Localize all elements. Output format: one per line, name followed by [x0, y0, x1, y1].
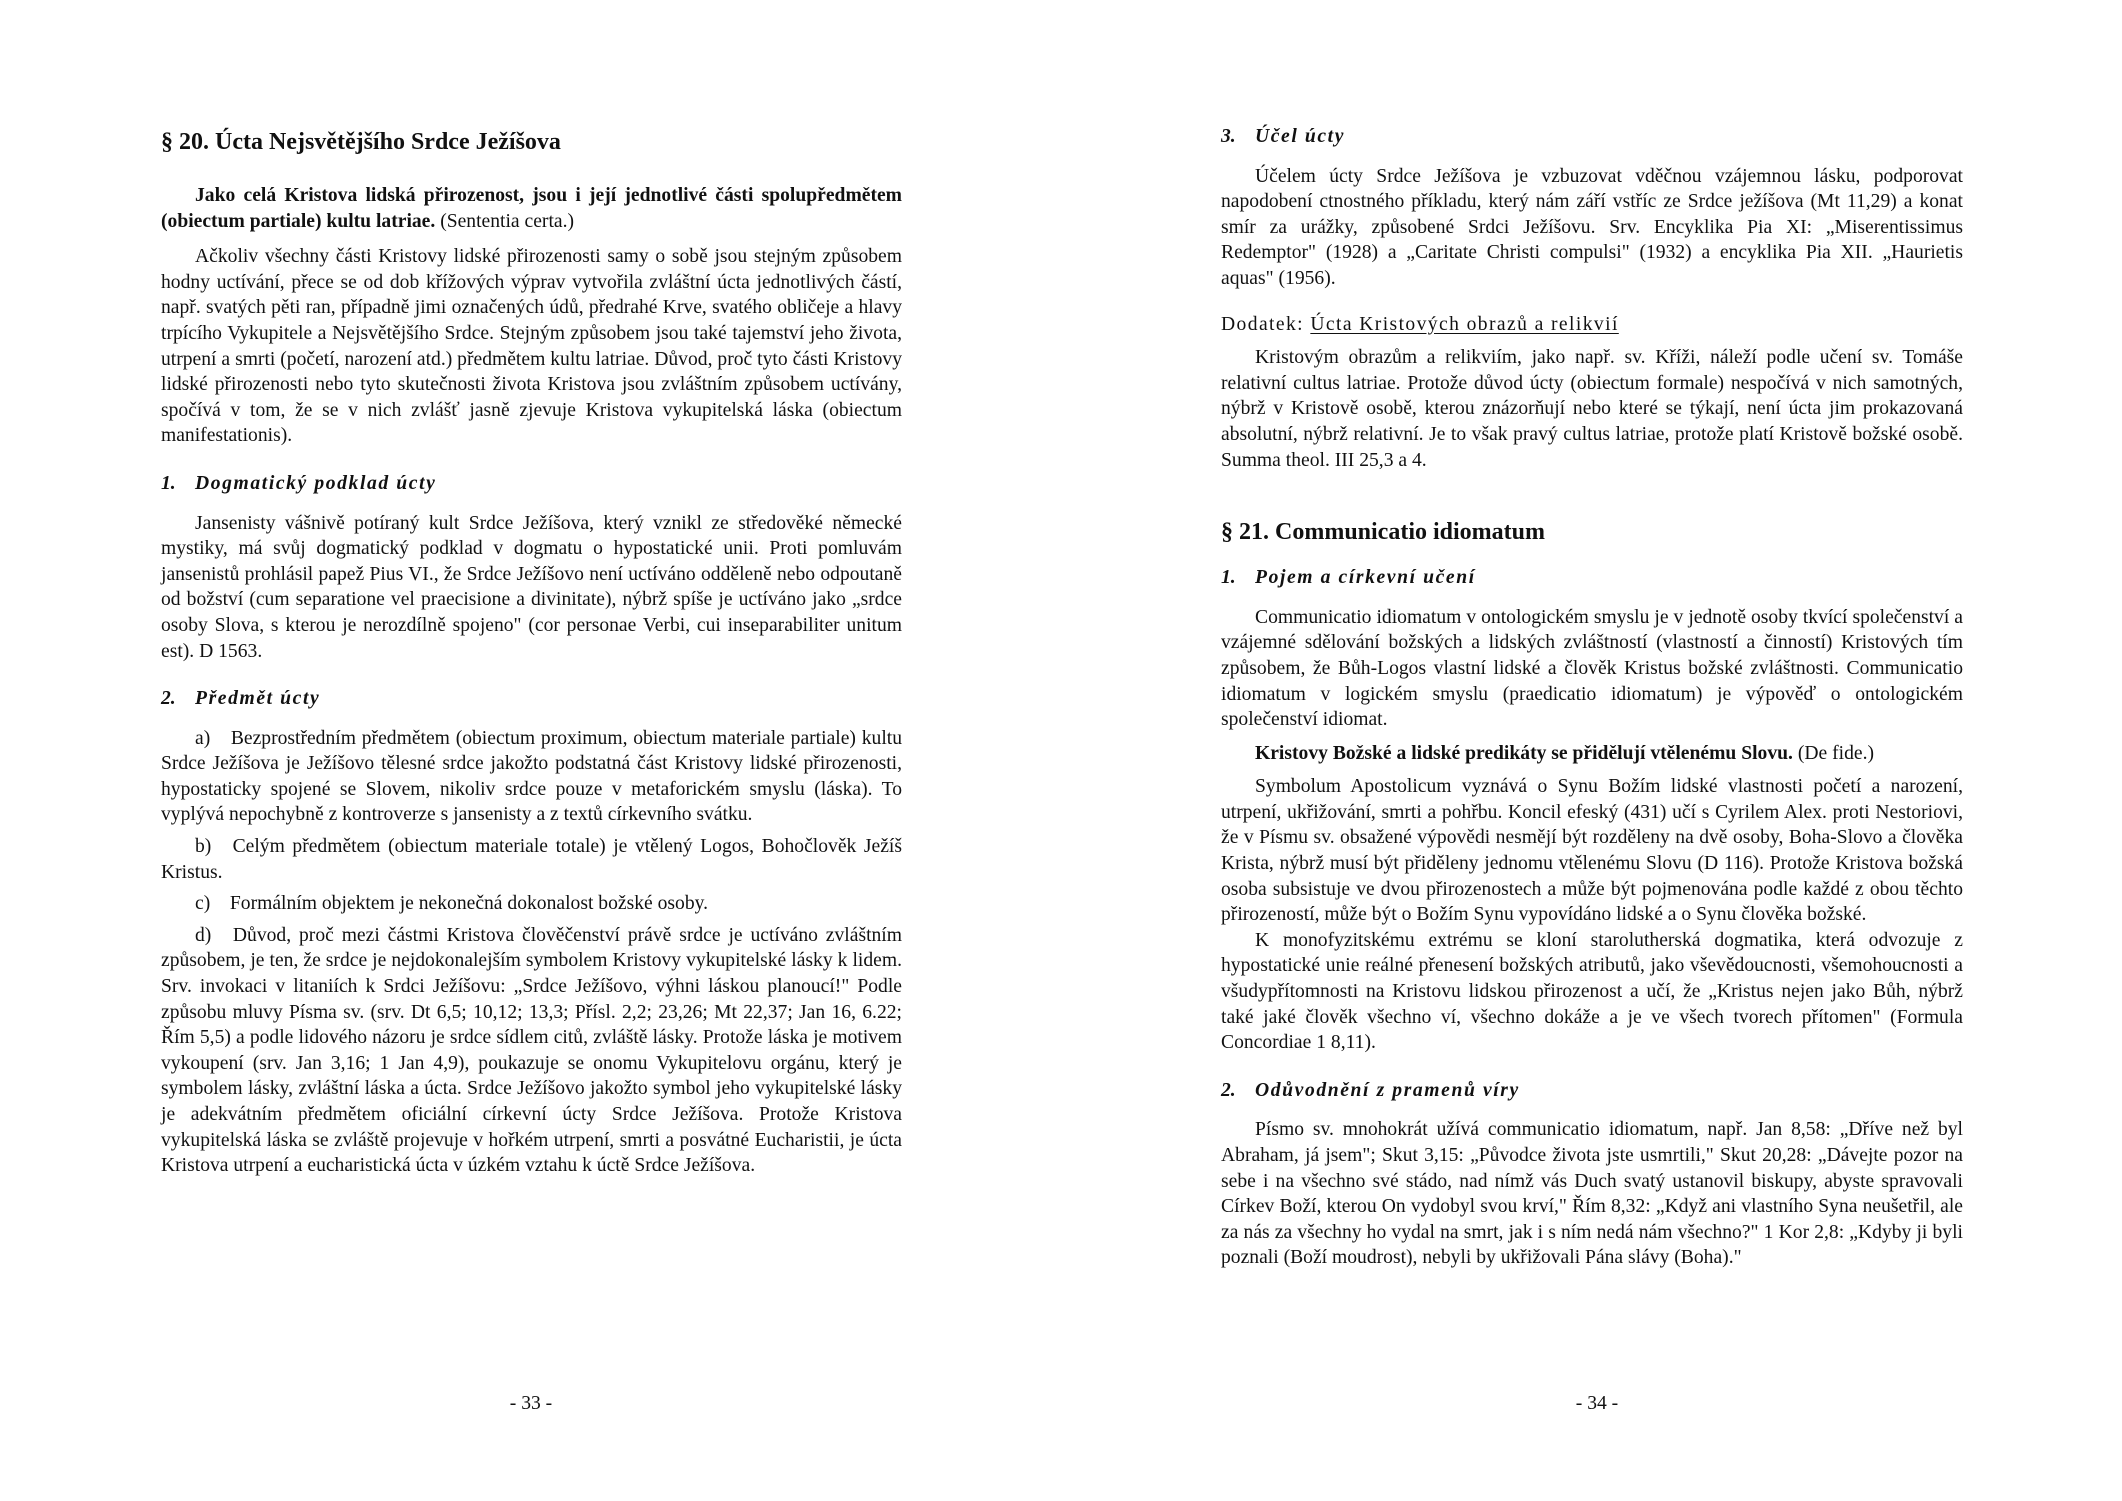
list-item-text: Důvod, proč mezi částmi Kristova člověčenství právě srdce je uctíváno zvláštním způsobem, je ten, že srdce je nejdokonalejším symbolem Kristovy vykupitelské lásky k lidem. Srv. invokaci v litaniích k Srdci Ježíšovu: „Srdce Ježíšovo, výhni láskou planoucí!" Podle způsobu mluvy Písma sv. (srv. Dt 6,5; 10,12; 13,3; Přísl. 2,2; 23,26; Mt 22,37; Jan 16, 6.22; Řím 5,5) a podle lidového názoru je srdce sídlem citů, zvláště lásky. Protože láska je motivem vykoupení (srv. Jan 3,16; 1 Jan 4,9), poukazuje se onomu Vykupitelovu orgánu, který je symbolem lásky, zvláštní láska a úcta. Srdce Ježíšovo jakožto symbol jeho vykupitelské lásky je adekvátním předmětem oficiální církevní úcty Srdce Ježíšova. Protože Kristova vykupitelská láska se zvláště projevuje v hořkém utrpení, smrti a posvátné Eucharistii, je úcta Kristova utrpení a eucharistická úcta v úzkém vztahu k úctě Srdce Ježíšova. [161, 924, 902, 1177]
symbolum-paragraph: Symbolum Apostolicum vyznává o Synu Božím lidské vlastnosti početí a narození, utrpení, ukřižování, smrti a pohřbu. Koncil efeský (431) učí s Cyrilem Alex. proti Nestoriovi, že v Písmu sv. obsažené výpovědi nesmějí být rozděleny na dvě osoby, Boha-Slovo a člověka Krista, nýbrž musí být přiděleny jednomu vtělenému Slovu (D 116). Protože Kristova božská osoba subsistuje ve dvou přirozenostech a může být pojmenována podle každé z obou těchto přirozeností, může být o Božím Synu vypovídáno lidské a o Synu člověka božské. [1221, 776, 1963, 926]
addendum-paragraph: Kristovým obrazům a relikviím, jako např. sv. Kříži, náleží podle učení sv. Tomáše relativní cultus latriae. Protože důvod úcty (obiectum formale) nespočívá v nich samotných, nýbrž v Kristově osobě, kterou znázorňují nebo které se týkají, není úcta jim prokazovaná absolutní, nýbrž relativní. Je to však pravý cultus latriae, protože platí Kristově božské osobě. Summa theol. III 25,3 a 4. [1221, 347, 1963, 471]
right-page-column [1221, 124, 1963, 1271]
list-item-text: Celým předmětem (obiectum materiale totale) je vtělený Logos, Bohočlověk Ježíš Kristus. [161, 836, 902, 883]
sources-paragraph: Písmo sv. mnohokrát užívá communicatio idiomatum, např. Jan 8,58: „Dříve než byl Abraham, já jsem"; Skut 3,15: „Původce života jste usmrtili," Skut 20,28: „Dávejte pozor na sebe i na všechno své stádo, nad nímž vás Duch svatý ustanovil biskupy, abyste spravovali Církev Boží, kterou On vydobyl svou krví," Řím 8,32: „Když ani vlastního Syna neušetřil, ale za nás za všechny ho vydal na smrt, jak i s ním nedá nám všechno?" 1 Kor 2,8: „Kdyby ji byli poznali (Boží moudrost), nebyli by ukřižovali Pána slávy (Boha)." [1221, 1119, 1963, 1269]
page-number-right: - 34 - [1575, 1393, 1619, 1414]
list-item-d [161, 923, 902, 1179]
thesis-bold-text: Kristovy Božské a lidské predikáty se přidělují vtělenému Slovu. [1255, 742, 1793, 764]
list-item-text: Bezprostředním předmětem (obiectum proximum, obiectum materiale partiale) kultu Srdce Ježíšova je Ježíšovo tělesné srdce jakožto podstatná část Kristovy lidské přirozenosti, hypostaticky spojené se Slovem, nikoliv srdce pouze v metaforickém smyslu (láska). To vyplývá nepochybně z kontroverze s jansenisty a z textů církevního svátku. [161, 727, 903, 826]
subsection-number: 3. [1221, 126, 1236, 147]
subsection-number: 1. [161, 472, 176, 494]
subsection-heading-object [161, 686, 902, 712]
subsection-heading-sources [1221, 1078, 1963, 1104]
list-item-text: Formálním objektem je nekonečná dokonalost božské osoby. [229, 893, 709, 915]
list-item-a [161, 726, 902, 828]
subsection-title: Dogmatický podklad úcty [195, 472, 437, 494]
thesis-qualifier: (De fide.) [1797, 742, 1875, 764]
addendum-label: Dodatek: [1221, 313, 1305, 335]
monophysite-paragraph: K monofyzitskému extrému se kloní starolutherská dogmatika, která odvozuje z hypostatické unie reálné přenesení božských atributů, jako vševědoucnosti, všemohoucnosti a všudypřítomnosti na Kristovu lidskou přirozenost a učí, že „Kristus nejen jako Bůh, nýbrž také jaké člověk všechno ví, všechno dokáže a je ve všech tvorech přítomen" (Formula Concordiae 1 8,11). [1221, 929, 1963, 1054]
thesis-statement [161, 183, 902, 234]
subsection-number: 2. [161, 688, 176, 710]
dogmatic-basis-paragraph: Jansenisty vášnivě potíraný kult Srdce Ježíšova, který vznikl ze středověké německé mystiky, má svůj dogmatický podklad v dogmatu o hypostatické unii. Proti pomluvám jansenistů prohlásil papež Pius VI., že Srdce Ježíšovo není uctíváno odděleně nebo odpoutaně od božství (cum separatione vel praecisione a divinitate), nýbrž spíše je uctíváno jako „srdce osoby Slova, s kterou je nerozdílně spojeno" (cor personae Verbi, cui inseparabiliter unitum est). D 1563. [161, 512, 902, 662]
thesis-bold-text: Jako celá Kristova lidská přirozenost, jsou i její jednotlivé části spolupředmětem (obiectum partiale) kultu latriae. [161, 185, 902, 232]
thesis-statement-21 [1221, 741, 1963, 767]
list-item-label: d) [195, 924, 212, 946]
list-item-c [161, 891, 902, 917]
section-title-21: § 21. Communicatio idiomatum [1221, 519, 1545, 546]
list-item-label: a) [195, 727, 211, 749]
subsection-number: 2. [1221, 1079, 1236, 1101]
list-item-label: c) [195, 893, 211, 915]
subsection-heading-dogmatic-basis [161, 471, 902, 497]
subsection-heading-concept [1221, 565, 1963, 591]
left-page-column [161, 127, 902, 1179]
concept-paragraph: Communicatio idiomatum v ontologickém smyslu je v jednotě osoby tkvící společenství a vzájemné sdělování božských a lidských zvláštností (vlastností a činností) Kristových tím způsobem, že Bůh-Logos vlastní lidské a člověk Kristus božské zvláštnosti. Communicatio idiomatum v logickém smyslu (praedicatio idiomatum) je výpověď o ontologickém společenství idiomat. [1221, 606, 1963, 731]
subsection-title: Odůvodnění z pramenů víry [1255, 1079, 1520, 1101]
list-item-b [161, 834, 902, 885]
purpose-paragraph: Účelem úcty Srdce Ježíšova je vzbuzovat vděčnou vzájemnou lásku, podporovat napodobení ctnostného příkladu, který nám září vstříc ze Srdce ježíšova (Mt 11,29) a konat smír za urážky, způsobené Srdci Ježíšovu. Srv. Encyklika Pia XI: „Miserentissimus Redemptor" (1928) a „Caritate Christi compulsi" (1932) a encyklika Pia XII. „Haurietis aquas" (1956). [1221, 165, 1963, 289]
subsection-number: 1. [1221, 567, 1236, 589]
subsection-heading-purpose [1221, 124, 1963, 150]
page-number-left: - 33 - [509, 1393, 553, 1414]
section-title-20: § 20. Úcta Nejsvětějšího Srdce Ježíšova [161, 129, 561, 155]
addendum-title: Úcta Kristových obrazů a relikvií [1310, 313, 1619, 335]
subsection-title: Účel úcty [1255, 126, 1346, 147]
intro-paragraph: Ačkoliv všechny části Kristovy lidské přirozenosti samy o sobě jsou stejným způsobem hodny uctívání, přece se od dob křížových výprav vytvořila zvláštní úcta jednotlivých částí, např. svatých pěti ran, případně jimi označených údů, předrahé Krve, svatého obličeje a hlavy trpícího Vykupitele a Nejsvětějšího Srdce. Stejným způsobem jsou také tajemství jeho života, utrpení a smrti (početí, narození atd.) předmětem kultu latriae. Důvod, proč tyto části Kristovy lidské přirozenosti nebo tyto skutečnosti života Kristova jsou zvláštním způsobem uctívány, spočívá v tom, že se v nich zvlášť jasně zjevuje Kristova vykupitelská láska (obiectum manifestationis). [161, 246, 902, 447]
thesis-qualifier: (Sententia certa.) [440, 210, 575, 232]
subsection-title: Předmět úcty [195, 688, 321, 710]
subsection-title: Pojem a církevní učení [1255, 567, 1476, 589]
addendum-heading [1221, 312, 1963, 338]
list-item-label: b) [195, 836, 212, 858]
